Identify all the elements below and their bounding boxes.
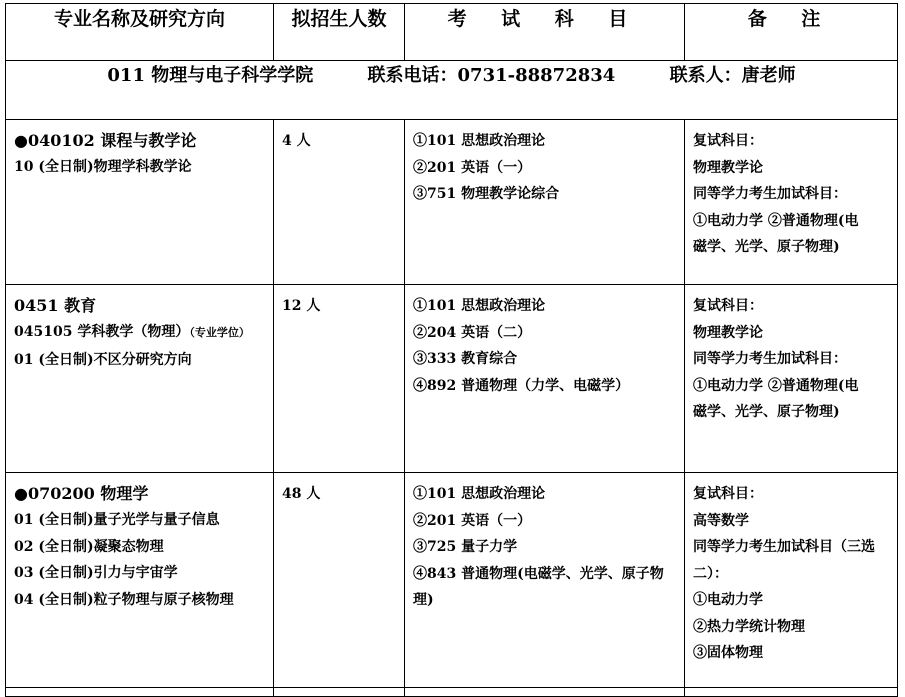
note-item: ①电动力学 ②普通物理(电 <box>693 377 859 394</box>
header-quota: 拟招生人数 <box>274 4 405 61</box>
note-item: 复试科目： <box>693 133 763 149</box>
note-item: 同等学力考生加试科目（三选 <box>693 539 875 555</box>
note-item: 同等学力考生加试科目： <box>693 351 847 367</box>
exam-item: ③333 教育综合 <box>413 351 518 367</box>
note-item: 物理教学论 <box>693 159 763 176</box>
header-major: 专业名称及研究方向 <box>6 4 274 61</box>
sub-major-title: 045105 学科教学（物理） <box>14 324 190 340</box>
sub-major <box>14 319 265 347</box>
note-item: ②热力学统计物理 <box>693 618 805 635</box>
note-item: 复试科目： <box>693 298 763 314</box>
exam-item: 理) <box>413 592 434 608</box>
note-item: ①电动力学 <box>693 592 763 608</box>
note-item: 二）： <box>693 565 728 582</box>
note-item: 复试科目： <box>693 486 763 502</box>
college-phone: 联系电话：0731-88872834 <box>367 65 616 86</box>
note-item: 磁学、光学、原子物理) <box>693 404 840 420</box>
exam-item: ①101 思想政治理论 <box>413 133 546 149</box>
direction-item: 04 (全日制)粒子物理与原子核物理 <box>14 591 234 608</box>
table-row <box>6 473 898 688</box>
table-row-partial <box>6 688 898 697</box>
table-row <box>6 120 898 285</box>
exam-item: ④843 普通物理(电磁学、光学、原子物 <box>413 565 664 582</box>
exam-item: ③725 量子力学 <box>413 539 518 555</box>
quota-value: 48 人 <box>282 486 321 502</box>
quota-value: 12 人 <box>282 298 321 314</box>
direction-item: 01 (全日制)量子光学与量子信息 <box>14 512 220 528</box>
note-item: 物理教学论 <box>693 324 763 341</box>
exam-item: ④892 普通物理（力学、电磁学） <box>413 377 630 394</box>
major-title: ●070200 物理学 <box>14 484 149 503</box>
college-name: 011 物理与电子科学学院 <box>107 65 314 86</box>
note-item: 同等学力考生加试科目： <box>693 186 847 202</box>
note-item: 磁学、光学、原子物理) <box>693 239 840 255</box>
exam-item: ③751 物理教学论综合 <box>413 186 560 202</box>
note-item: 高等数学 <box>693 512 749 529</box>
quota-value: 4 人 <box>282 133 311 149</box>
exam-item: ②204 英语（二） <box>413 324 532 341</box>
header-exams: 考 试 科 目 <box>405 4 685 61</box>
note-item: ③固体物理 <box>693 645 763 661</box>
exam-item: ②201 英语（一） <box>413 512 532 529</box>
direction-item: 03 (全日制)引力与宇宙学 <box>14 565 178 581</box>
college-contact: 联系人：唐老师 <box>669 65 796 86</box>
direction-item: 01 (全日制)不区分研究方向 <box>14 351 192 368</box>
admissions-table <box>5 3 898 697</box>
exam-item: ②201 英语（一） <box>413 159 532 176</box>
direction-item: 02 (全日制)凝聚态物理 <box>14 538 164 555</box>
note-item: ①电动力学 ②普通物理(电 <box>693 212 859 229</box>
table-header-row <box>6 4 898 61</box>
major-title: 0451 教育 <box>14 296 97 315</box>
table-row <box>6 285 898 473</box>
header-notes: 备 注 <box>685 4 898 61</box>
major-title: ●040102 课程与教学论 <box>14 131 197 150</box>
direction-item: 10 (全日制)物理学科教学论 <box>14 159 192 175</box>
college-row <box>6 61 898 120</box>
sub-major-tag: （专业学位） <box>189 326 250 339</box>
exam-item: ①101 思想政治理论 <box>413 298 546 314</box>
exam-item: ①101 思想政治理论 <box>413 486 546 502</box>
